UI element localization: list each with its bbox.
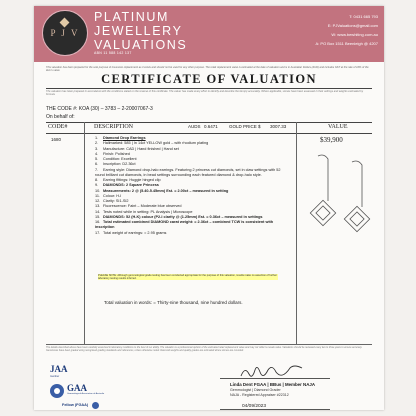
line-text: Earring style: Diamond drop-halo earrings. Featuring 2 princess cut diamonds, set in claw settings with 52 round brilliant cut diamonds, in bead settings surrounding each featured diamond & drop-halo style. bbox=[95, 167, 281, 177]
line-text: Measurements: 2 @ (5.40-5.45mm) Est. = 2.00ct – measured in setting bbox=[103, 188, 229, 193]
line-number: 16. bbox=[95, 220, 101, 224]
title-rule bbox=[46, 88, 372, 89]
line-number: 4. bbox=[95, 151, 99, 156]
jaa-member-label: member bbox=[50, 375, 60, 378]
line-text: Earring fittings: Huggie hinged clip bbox=[103, 178, 161, 182]
line-number: 14. bbox=[95, 209, 101, 214]
line-number: 13. bbox=[95, 204, 101, 209]
intro-text: This valuation has been prepared for the sole purpose of insurance replacement as it exists and should not be used for any other purpose. The retail replacement value is estimated at the date of valuation and is in Australian Dollars (AUD) and includes GST at the rate of 10% of the item's value. bbox=[46, 66, 369, 73]
line-text: Clarity: SI1-SI2 bbox=[103, 199, 129, 203]
line-text: Finish: Polished bbox=[103, 151, 130, 156]
line-text: Condition: Excellent bbox=[103, 157, 137, 161]
conditions-text: The valuation has been prepared in accordance with the conditions stated on the reverse of this certificate. The valuer has made every effort to identify and describe the item(s) accurately. Where applicable, stones have been assessed in their settings and weights estimated by formula. bbox=[46, 90, 363, 97]
col-gold-price: GOLD PRICE $ bbox=[229, 124, 261, 129]
earrings-sketch bbox=[300, 152, 380, 240]
table-header bbox=[46, 122, 372, 134]
description-line bbox=[95, 168, 285, 179]
signer-role bbox=[230, 388, 289, 398]
line-text: Hallmarked: 585 | In 14ct YELLOW gold – with rhodium plating bbox=[103, 141, 209, 146]
line-text: Total estimated combined DIAMOND carat weight: = 2.36ct – combined TCW is consistent with inscription bbox=[95, 220, 274, 230]
please-note-disclaimer: PLEASE NOTE: Although gemmological grade testing has been conducted appropriate for the purpose of this valuation, results make no assertion of further laboratory testing results inferred. bbox=[98, 274, 277, 281]
gaa-subtitle: Gemmological Association of Australia bbox=[67, 393, 105, 395]
on-behalf-label: On behalf of: bbox=[46, 114, 75, 120]
line-number: 3. bbox=[95, 146, 99, 151]
logo-monogram: P J V bbox=[50, 28, 80, 38]
signer-role-line: Gemmologist | Diamond Grader bbox=[230, 388, 281, 392]
column-divider bbox=[296, 122, 297, 344]
line-text: Total weight of earrings: = 2.95 grams bbox=[103, 230, 167, 235]
signature-line bbox=[220, 378, 330, 379]
line-number: 1. bbox=[95, 136, 99, 140]
contact-block bbox=[316, 12, 378, 48]
brand-line-1: PLATINUM bbox=[94, 10, 170, 24]
line-number: 17. bbox=[95, 230, 101, 235]
date-line bbox=[220, 409, 330, 410]
line-text: Colour: H-I bbox=[103, 193, 122, 198]
line-number: 10. bbox=[95, 188, 101, 193]
line-number: 7. bbox=[95, 167, 99, 172]
contact-phone: T: 0431 665 793 bbox=[349, 14, 378, 19]
description-line bbox=[95, 231, 285, 236]
col-auds: AUDS bbox=[188, 124, 201, 129]
code-line: THE CODE #: KOA (30) – 3783 – 2-20007067-3 bbox=[46, 106, 153, 112]
header-banner bbox=[34, 6, 384, 62]
auds-value: 0.6471 bbox=[204, 124, 218, 129]
line-text: Diamond Drop Earrings bbox=[103, 136, 146, 140]
valuation-date: 04/09/2023 bbox=[242, 404, 267, 409]
line-text: Tests noted while in setting: PL Analysis | Microscope bbox=[103, 209, 193, 214]
jaa-mark: JAA bbox=[50, 364, 68, 374]
gaa-seal-icon bbox=[50, 384, 64, 398]
gold-price-value: 3007.33 bbox=[270, 124, 287, 129]
line-number: 12. bbox=[95, 199, 101, 203]
line-text: DIAMONDS: 52 (H-K) colour (P2-I clarity @ (1.25mm) Est. = 0.36ct – measured in settings bbox=[103, 214, 263, 219]
item-description bbox=[95, 136, 285, 236]
line-number: 5. bbox=[95, 157, 99, 161]
on-behalf-line bbox=[46, 114, 81, 120]
item-price: $39,900 bbox=[320, 136, 343, 144]
brand-line-3: VALUATIONS bbox=[94, 38, 188, 52]
line-number: 9. bbox=[95, 183, 99, 188]
item-code: 1680 bbox=[51, 137, 62, 142]
fine-print: The details described above have been carefully examined in laboratory conditions to the best of our ability. The valuation is a professional opinion of the estimated retail replacement value and may not reflect a resale value. Valuations should be reviewed every two to three years to ensure accuracy. Gemstones have been graded using recognised grading standards and references, unless otherwise noted. Diamond weights and quality grades are estimated where stones are mounted. bbox=[46, 344, 372, 352]
pjv-logo bbox=[42, 10, 88, 56]
description-line bbox=[95, 220, 285, 231]
line-number: 6. bbox=[95, 162, 99, 167]
gaa-mark: GAA bbox=[67, 383, 87, 393]
line-number: 2. bbox=[95, 141, 99, 146]
line-text: Inscription: D2.36ct bbox=[103, 162, 136, 167]
line-number: 11. bbox=[95, 193, 100, 198]
abn-number: ABN 11 588 142 137 bbox=[94, 51, 132, 55]
contact-email: E: PJValuations@gmail.com bbox=[327, 23, 378, 28]
line-text: Fluorescence: Faint – Moderate blue observed bbox=[103, 204, 182, 209]
contact-web: W: www.bewhiting.com.au bbox=[331, 32, 378, 37]
fellow-label: Fellow (FGAA) bbox=[62, 403, 89, 407]
line-text: Manufacture: CAD | Hand finished | Hand set bbox=[103, 146, 179, 151]
line-number: 8. bbox=[95, 178, 99, 182]
col-value: VALUE bbox=[328, 124, 348, 130]
brand-line-2: JEWELLERY bbox=[94, 24, 183, 38]
line-number: 15. bbox=[95, 214, 101, 219]
col-description: DESCRIPTION bbox=[94, 124, 134, 130]
brand-name bbox=[94, 10, 187, 52]
fellow-seal-icon bbox=[92, 402, 99, 409]
diamond-icon bbox=[60, 18, 70, 28]
line-text: DIAMONDS: 2 Square Princess bbox=[103, 183, 159, 188]
total-in-words: Total valuation in words: = Thirty-nine thousand, nine hundred dollars. bbox=[104, 300, 243, 305]
contact-address: A: PO Box 1511 Beenleigh @ 4207 bbox=[315, 41, 378, 46]
signer-role-line: NAJA - Registered Appraiser #22312 bbox=[230, 392, 289, 397]
signer-name: Linda Dent FGAA | BBus | Member NAJA bbox=[230, 382, 315, 387]
certificate-title: CERTIFICATE OF VALUATION bbox=[101, 72, 317, 86]
column-divider bbox=[84, 122, 85, 344]
valuation-certificate bbox=[34, 6, 384, 410]
col-code: CODE# bbox=[48, 124, 68, 130]
